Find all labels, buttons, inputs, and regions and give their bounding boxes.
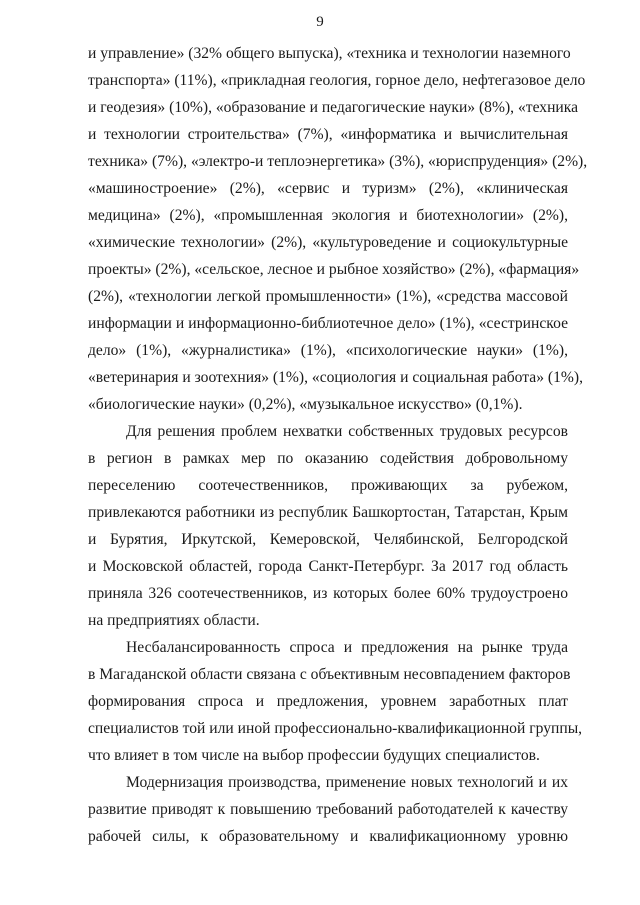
text-line: транспорта» (11%), «прикладная геология, горное дело, нефтегазовое дело bbox=[88, 72, 586, 89]
text-line: и Бурятия, Иркутской, Кемеровской, Челябинской, Белгородской bbox=[88, 531, 568, 548]
text-line: проекты» (2%), «сельское, лесное и рыбное хозяйство» (2%), «фармация» bbox=[88, 261, 580, 278]
text-line: Модернизация производства, применение новых технологий и их bbox=[126, 774, 568, 791]
paragraph-modernization bbox=[88, 769, 568, 850]
text-line: «биологические науки» (0,2%), «музыкальное искусство» (0,1%). bbox=[88, 396, 523, 413]
text-line: и Московской областей, города Санкт-Петербург. За 2017 год область bbox=[88, 558, 568, 575]
text-line: развитие приводят к повышению требований работодателей к качеству bbox=[88, 801, 568, 818]
page-number: 9 bbox=[316, 14, 324, 30]
text-line: медицина» (2%), «промышленная экология и биотехнологии» (2%), bbox=[88, 207, 568, 224]
text-line: и геодезия» (10%), «образование и педагогические науки» (8%), «техника bbox=[88, 99, 579, 116]
text-line: специалистов той или иной профессионально-квалификационной группы, bbox=[88, 720, 583, 737]
text-line: и управление» (32% общего выпуска), «техника и технологии наземного bbox=[88, 45, 571, 62]
text-line: (2%), «технологии легкой промышленности» (1%), «средства массовой bbox=[88, 288, 568, 305]
text-line: «химические технологии» (2%), «культуроведение и социокультурные bbox=[88, 234, 568, 251]
paragraph-supply-demand bbox=[88, 634, 583, 769]
text-line: техника» (7%), «электро-и теплоэнергетика» (3%), «юриспруденция» (2%), bbox=[88, 153, 588, 170]
text-line: и технологии строительства» (7%), «информатика и вычислительная bbox=[88, 126, 568, 143]
text-line: «машиностроение» (2%), «сервис и туризм» (2%), «клиническая bbox=[88, 180, 568, 197]
text-line: информации и информационно-библиотечное дело» (1%), «сестринское bbox=[88, 315, 568, 332]
paragraph-labor-resources bbox=[88, 418, 568, 634]
text-line: «ветеринария и зоотехния» (1%), «социология и социальная работа» (1%), bbox=[88, 369, 583, 386]
text-line: что влияет в том числе на выбор профессии будущих специалистов. bbox=[88, 747, 540, 764]
text-line: на предприятиях области. bbox=[88, 612, 260, 629]
text-line: привлекаются работники из республик Башкортостан, Татарстан, Крым bbox=[88, 504, 568, 521]
paragraph-specialties-list bbox=[88, 40, 588, 418]
text-line: Для решения проблем нехватки собственных трудовых ресурсов bbox=[126, 423, 568, 440]
text-line: переселению соотечественников, проживающих за рубежом, bbox=[88, 477, 568, 494]
text-line: в Магаданской области связана с объективным несовпадением факторов bbox=[88, 666, 571, 683]
text-line: приняла 326 соотечественников, из которых более 60% трудоустроено bbox=[88, 585, 568, 602]
text-line: дело» (1%), «журналистика» (1%), «психологические науки» (1%), bbox=[88, 342, 568, 359]
text-line: формирования спроса и предложения, уровнем заработных плат bbox=[88, 693, 568, 710]
text-line: в регион в рамках мер по оказанию содействия добровольному bbox=[88, 450, 568, 467]
text-line: Несбалансированность спроса и предложения на рынке труда bbox=[126, 639, 568, 656]
text-line: рабочей силы, к образовательному и квалификационному уровню bbox=[88, 828, 568, 845]
